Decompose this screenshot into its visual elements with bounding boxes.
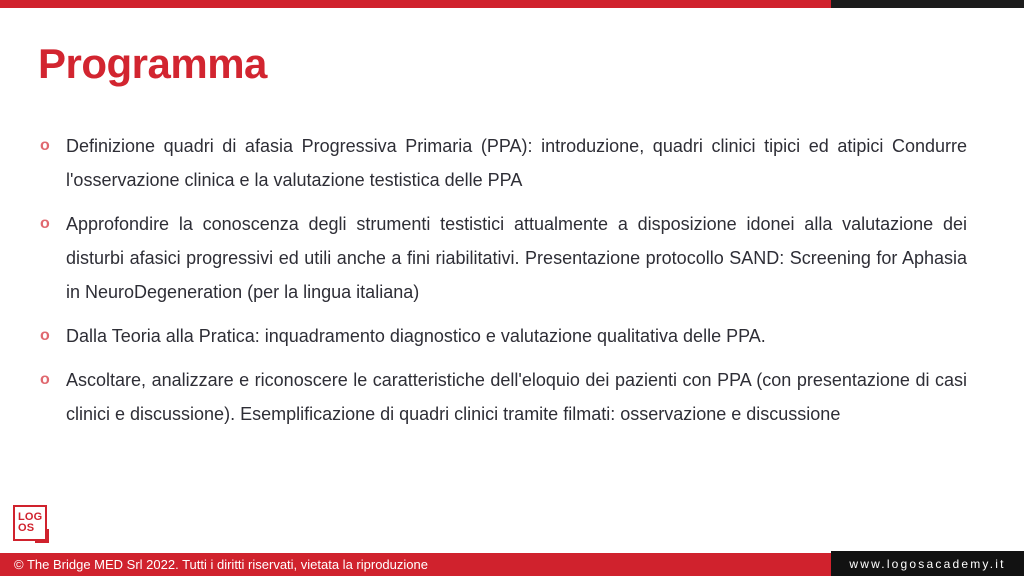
list-item [40, 129, 967, 197]
bullet-marker-icon: o [40, 215, 50, 232]
logos-logo [13, 505, 47, 541]
bullet-marker-icon: o [40, 327, 50, 344]
bullet-marker-icon: o [40, 371, 50, 388]
logo-text-line1: LOG [18, 511, 43, 523]
bullet-list [40, 129, 967, 441]
footer-copyright-bar [0, 553, 831, 576]
bullet-text: Definizione quadri di afasia Progressiva Primaria (PPA): introduzione, quadri clinici tipici ed atipici Condurre l'osservazione clinica e la valutazione testistica delle PPA [66, 136, 967, 190]
bullet-text: Ascoltare, analizzare e riconoscere le caratteristiche dell'eloquio dei pazienti con PPA (con presentazione di casi clinici e discussione). Esemplificazione di quadri clinici tramite filmati: osservazione e discussione [66, 370, 967, 424]
logo-corner-accent [35, 529, 49, 543]
top-accent-bar-red [0, 0, 831, 8]
website-link-box[interactable] [831, 551, 1024, 576]
page-title: Programma [38, 40, 267, 87]
logo-text-line2: OS [18, 522, 35, 534]
list-item [40, 363, 967, 431]
list-item [40, 319, 967, 353]
website-url[interactable]: www.logosacademy.it [849, 556, 1006, 571]
top-accent-bar-black [831, 0, 1024, 8]
bullet-text: Approfondire la conoscenza degli strumenti testistici attualmente a disposizione idonei alla valutazione dei disturbi afasici progressivi ed utili anche a fini riabilitativi. Presentazione protocollo SAND: Screening for Aphasia in NeuroDegeneration (per la lingua italiana) [66, 214, 967, 302]
copyright-text: © The Bridge MED Srl 2022. Tutti i diritti riservati, vietata la riproduzione [14, 557, 428, 572]
bullet-text: Dalla Teoria alla Pratica: inquadramento diagnostico e valutazione qualitativa delle PPA. [66, 326, 766, 346]
bullet-marker-icon: o [40, 137, 50, 154]
list-item [40, 207, 967, 309]
